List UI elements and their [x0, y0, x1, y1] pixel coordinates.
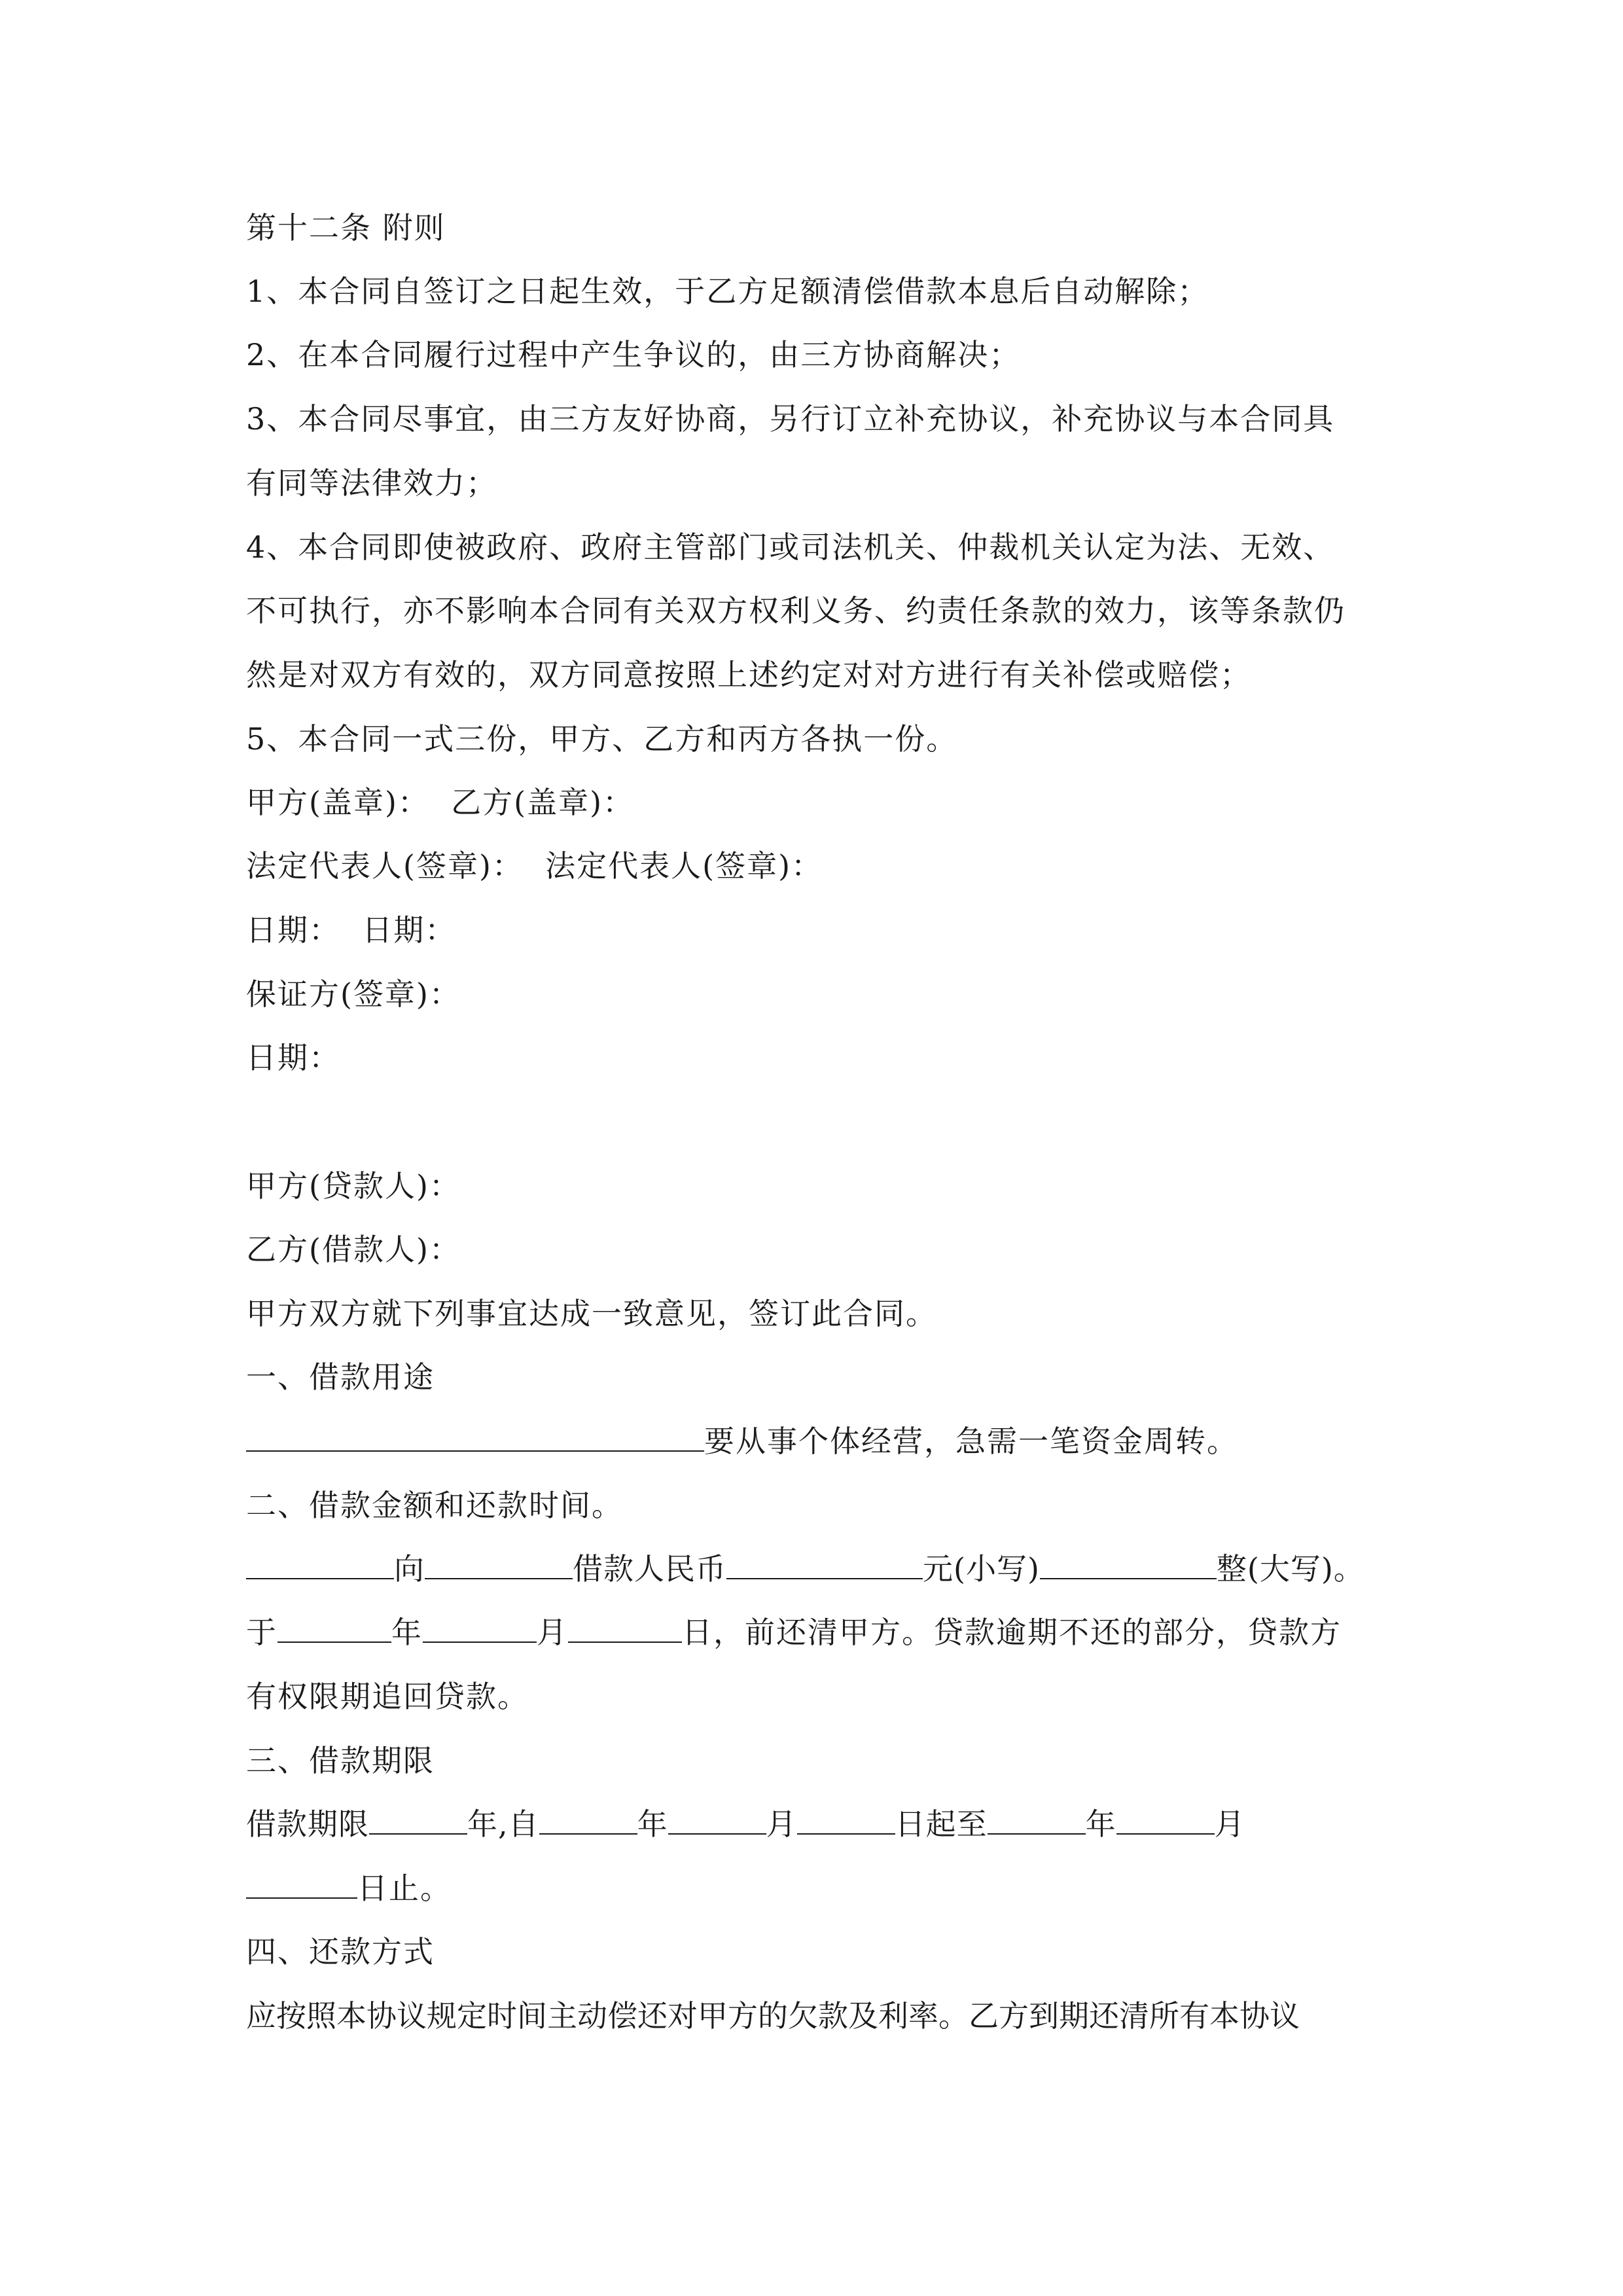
borrower-blank[interactable]: [425, 1549, 573, 1579]
end-year-blank[interactable]: [988, 1804, 1086, 1835]
clause-4-line-2: 不可执行，亦不影响本合同有关双方权利义务、约责任条款的效力，该等条款仍: [246, 593, 1346, 628]
section-2-line-2: [246, 1613, 1342, 1652]
end-day-blank[interactable]: [246, 1869, 357, 1899]
start-nian-text: 年: [637, 1806, 668, 1842]
amount-small-blank[interactable]: [726, 1549, 923, 1579]
yu-text: 于: [246, 1615, 277, 1650]
repay-day-blank[interactable]: [568, 1613, 682, 1643]
clause-3-line-1: 3、本合同尽事宜，由三方友好协商，另行订立补充协议，补充协议与本合同具: [246, 401, 1335, 437]
borrower-line: 乙方(借款人)：: [246, 1232, 461, 1267]
clause-4-line-3: 然是对双方有效的，双方同意按照上述约定对对方进行有关补偿或赔偿；: [246, 657, 1251, 692]
start-year-blank[interactable]: [539, 1804, 637, 1835]
section-3-title: 三、借款期限: [246, 1743, 435, 1778]
section-4-line-1: 应按照本协议规定时间主动偿还对甲方的欠款及利率。乙方到期还清所有本协议: [246, 1998, 1300, 2034]
representative-line: 法定代表人(签章)： 法定代表人(签章)：: [246, 848, 823, 884]
repay-year-blank[interactable]: [277, 1613, 391, 1643]
clause-5: 5、本合同一式三份，甲方、乙方和丙方各执一份。: [246, 721, 958, 757]
lender-line: 甲方(贷款人)：: [246, 1168, 461, 1204]
start-month-blank[interactable]: [668, 1804, 766, 1835]
guarantor-line: 保证方(签章)：: [246, 977, 461, 1012]
article-12-title: 第十二条 附则: [246, 210, 446, 245]
riqizhi-text: 日起至: [895, 1806, 988, 1842]
end-nian-text: 年: [1085, 1806, 1116, 1842]
yuan-text: 元(小写): [923, 1551, 1040, 1587]
lender-blank[interactable]: [246, 1549, 394, 1579]
section-2-line-1: [246, 1549, 1364, 1588]
section-4-title: 四、还款方式: [246, 1934, 435, 1969]
qixian-text: 借款期限: [246, 1806, 369, 1842]
amount-capital-blank[interactable]: [1040, 1549, 1217, 1579]
guarantor-date-line: 日期：: [246, 1040, 340, 1075]
zheng-text: 整(大写)。: [1216, 1551, 1364, 1587]
end-month-blank[interactable]: [1116, 1804, 1215, 1835]
term-years-blank[interactable]: [369, 1804, 467, 1835]
section-2-title: 二、借款金额和还款时间。: [246, 1488, 623, 1523]
end-yue-text: 月: [1214, 1806, 1245, 1842]
ri-text: 日，前还清甲方。贷款逾期不还的部分，贷款方: [682, 1615, 1342, 1650]
start-day-blank[interactable]: [797, 1804, 895, 1835]
start-yue-text: 月: [766, 1806, 797, 1842]
nian-text: 年: [391, 1615, 423, 1650]
section-1-line: [246, 1422, 1238, 1461]
clause-3-line-2: 有同等法律效力；: [246, 465, 497, 501]
clause-4-line-1: 4、本合同即使被政府、政府主管部门或司法机关、仲裁机关认定为法、无效、: [246, 529, 1335, 565]
jiekuan-text: 借款人民币: [573, 1551, 726, 1587]
repay-month-blank[interactable]: [423, 1613, 537, 1643]
nianzi-text: 年,自: [467, 1806, 539, 1842]
rizhi-text: 日止。: [357, 1871, 452, 1906]
seal-line: 甲方(盖章)： 乙方(盖章)：: [246, 785, 635, 820]
xiang-text: 向: [394, 1551, 425, 1587]
clause-2: 2、在本合同履行过程中产生争议的，由三方协商解决；: [246, 337, 1021, 372]
section-3-line-2: [246, 1869, 452, 1908]
purpose-text: 要从事个体经营，急需一笔资金周转。: [704, 1424, 1238, 1459]
section-3-line-1: [246, 1804, 1245, 1844]
yue-text: 月: [537, 1615, 568, 1650]
clause-1: 1、本合同自签订之日起生效，于乙方足额清偿借款本息后自动解除；: [246, 274, 1209, 309]
purpose-blank[interactable]: [246, 1422, 704, 1452]
date-line: 日期： 日期：: [246, 912, 457, 948]
section-1-title: 一、借款用途: [246, 1359, 435, 1395]
intro-line: 甲方双方就下列事宜达成一致意见，签订此合同。: [246, 1296, 937, 1331]
section-2-line-3: 有权限期追回贷款。: [246, 1679, 529, 1714]
